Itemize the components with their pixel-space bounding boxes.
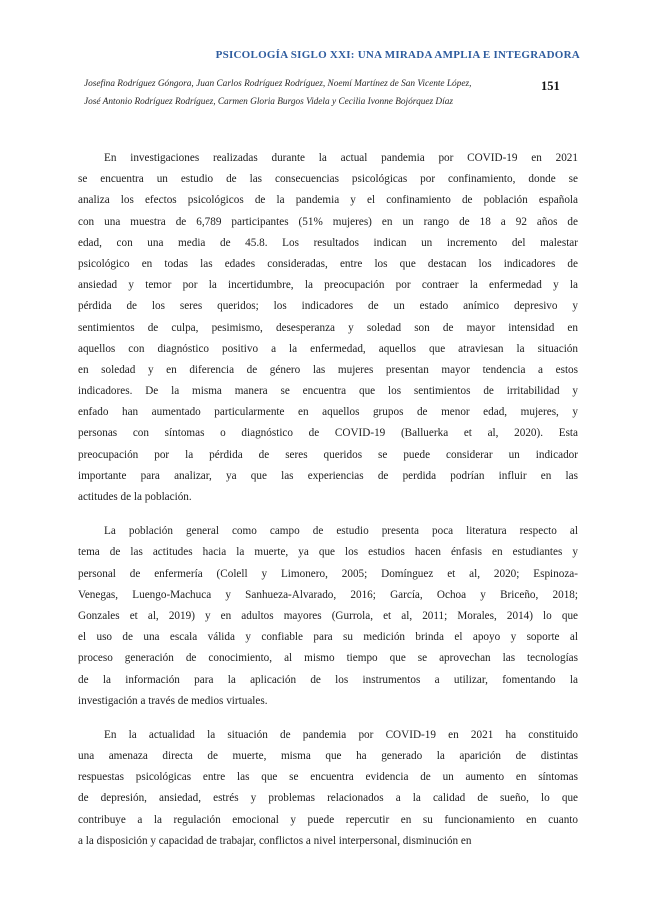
text-line: analiza los efectos psicológicos de la pandemia y el confinamiento de población española — [78, 194, 578, 207]
text-line: tema de las actitudes hacia la muerte, ya que los estudios hacen énfasis en estudiantes y — [78, 546, 578, 559]
text-line: La población general como campo de estudio presenta poca literatura respecto al — [104, 525, 578, 538]
text-line: de la información para la aplicación de los instrumentos a utilizar, fomentando la — [78, 673, 578, 686]
text-line: sentimientos de culpa, pesimismo, desesperanza y soledad son de mayor intensidad en — [78, 321, 578, 334]
text-line: personal de enfermería (Colell y Limonero, 2005; Domínguez et al, 2020; Espinoza- — [78, 567, 578, 580]
text-line: con una muestra de 6,789 participantes (51% mujeres) en un rango de 18 a 92 años de — [78, 215, 578, 228]
text-line: pérdida de los seres queridos; los indicadores de un estado anímico depresivo y — [78, 300, 578, 313]
running-title: PSICOLOGÍA SIGLO XXI: UNA MIRADA AMPLIA E INTEGRADORA — [215, 49, 580, 61]
text-line: actitudes de la población. — [78, 491, 192, 503]
text-line: personas con síntomas o diagnóstico de COVID-19 (Balluerka et al, 2020). Esta — [78, 427, 578, 440]
paragraph — [78, 148, 578, 508]
authors-block — [84, 75, 536, 111]
text-line: aquellos con diagnóstico positivo a la enfermedad, aquellos que atraviesan la situación — [78, 342, 578, 355]
text-line: el uso de una escala válida y confiable para su medición brinda el apoyo y soporte al — [78, 631, 578, 644]
text-line: enfado han aumentado particularmente en aquellos grupos de menor edad, mujeres, y — [78, 406, 578, 419]
paragraph — [78, 521, 578, 712]
text-line: a la disposición y capacidad de trabajar, conflictos a nivel interpersonal, disminución en — [78, 834, 472, 847]
text-line: edad, con una media de 45.8. Los resultados indican un incremento del malestar — [78, 236, 578, 249]
text-line: en soledad y en diferencia de género las mujeres presentan mayor tendencia a estos — [78, 363, 578, 376]
text-line: ansiedad y temor por la incertidumbre, la preocupación por contraer la enfermedad y la — [78, 279, 578, 292]
text-line: proceso generación de conocimiento, al mismo tiempo que se aprovechan las tecnologías — [78, 652, 578, 665]
authors-line-1: Josefina Rodríguez Góngora, Juan Carlos Rodríguez Rodríguez, Noemí Martínez de San Vicente López, — [84, 79, 472, 89]
text-line: contribuye a la regulación emocional y puede repercutir en su funcionamiento en cuanto — [78, 813, 578, 826]
text-line: indicadores. De la misma manera se encuentra que los sentimientos de irritabilidad y — [78, 385, 578, 398]
text-line: investigación a través de medios virtuales. — [78, 694, 268, 707]
text-line: Gonzales et al, 2019) y en adultos mayores (Gurrola, et al, 2011; Morales, 2014) lo que — [78, 609, 578, 622]
page-number: 151 — [541, 79, 560, 93]
text-line: En investigaciones realizadas durante la actual pandemia por COVID-19 en 2021 — [104, 152, 578, 164]
paragraph — [78, 725, 578, 852]
text-line: una amenaza directa de muerte, misma que ha generado la aparición de distintas — [78, 750, 578, 763]
text-line: psicológico en todas las edades consideradas, entre los que destacan los indicadores de — [78, 257, 578, 270]
body-text — [78, 148, 578, 865]
authors-line-2: José Antonio Rodríguez Rodríguez, Carmen Gloria Burgos Videla y Cecilia Ivonne Bojórquez Díaz — [84, 97, 453, 107]
text-line: En la actualidad la situación de pandemia por COVID-19 en 2021 ha constituido — [104, 728, 578, 741]
text-line: importante para analizar, ya que las experiencias de perdida podrían influir en las — [78, 469, 578, 482]
text-line: de depresión, ansiedad, estrés y problemas relacionados a la calidad de sueño, lo que — [78, 792, 578, 805]
text-line: respuestas psicológicas entre las que se encuentra evidencia de un aumento en síntomas — [78, 771, 578, 784]
text-line: Venegas, Luengo-Machuca y Sanhueza-Alvarado, 2016; García, Ochoa y Briceño, 2018; — [78, 588, 578, 601]
text-line: preocupación por la pérdida de seres queridos se puede considerar un indicador — [78, 448, 578, 461]
text-line: se encuentra un estudio de las consecuencias psicológicas por confinamiento, donde se — [78, 173, 578, 186]
